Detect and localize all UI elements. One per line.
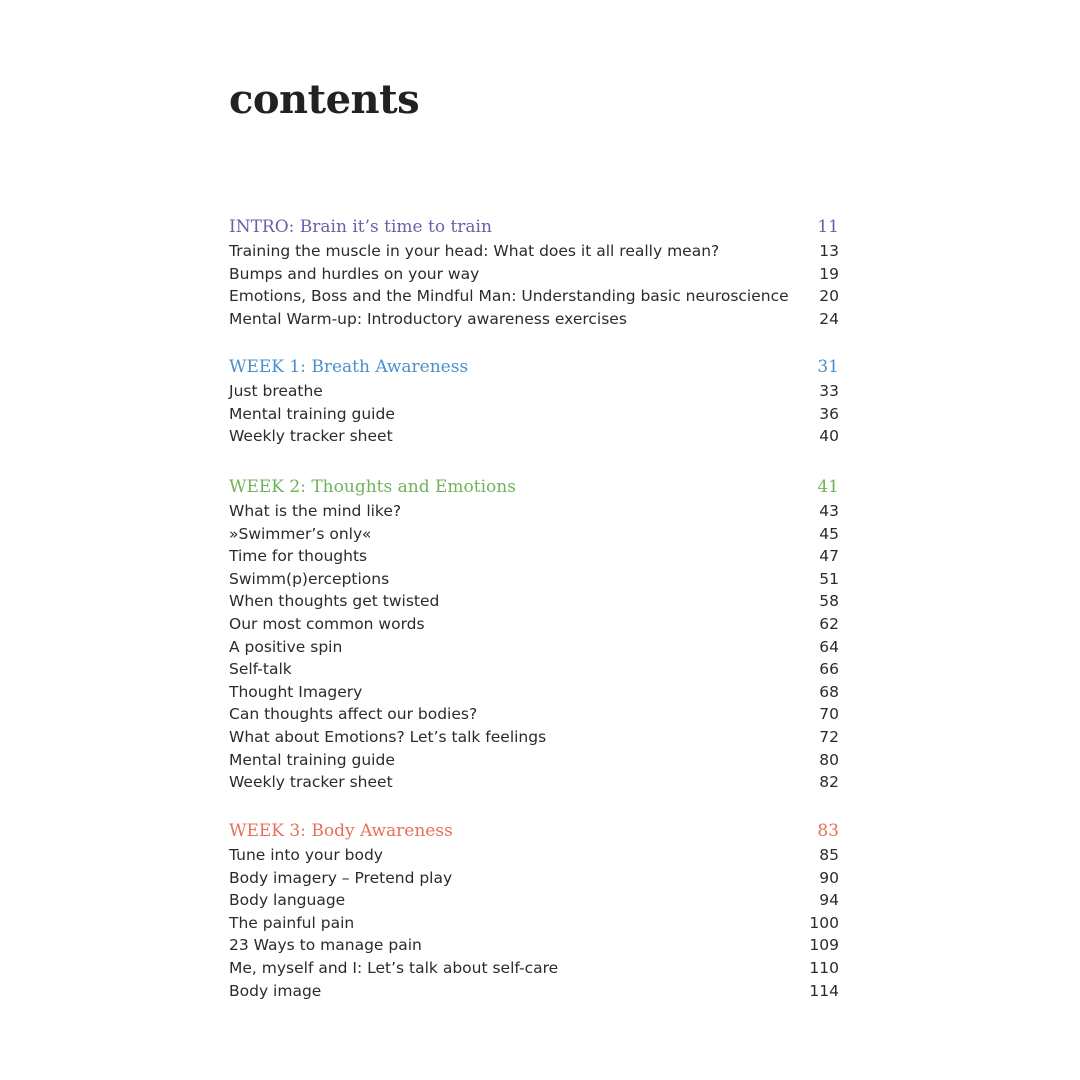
toc-entry-label: Bumps and hurdles on your way [229, 264, 480, 283]
toc-entry-page: 80 [819, 750, 839, 769]
toc-entry[interactable] [229, 703, 839, 726]
toc-entry[interactable] [229, 425, 839, 448]
toc-entry-page: 66 [819, 660, 839, 679]
toc-entry-label: Tune into your body [229, 846, 383, 864]
toc-entry-label: Weekly tracker sheet [229, 773, 393, 792]
toc-entry[interactable] [229, 308, 839, 331]
toc-entry[interactable] [229, 285, 839, 308]
section-heading-label: WEEK 3: Body Awareness [229, 821, 453, 841]
toc-entry[interactable] [229, 240, 839, 263]
toc-entry[interactable] [229, 263, 839, 286]
section-heading-page: 83 [817, 821, 839, 841]
section-heading[interactable] [229, 475, 839, 500]
toc-entry[interactable] [229, 749, 839, 772]
toc-entry[interactable] [229, 844, 839, 867]
toc-entry[interactable] [229, 500, 839, 523]
toc-entry-page: 70 [819, 705, 839, 724]
toc-entry[interactable] [229, 545, 839, 568]
toc-entry-page: 24 [819, 309, 839, 328]
toc-entry[interactable] [229, 403, 839, 426]
toc-entry-label: Mental Warm-up: Introductory awareness exercises [229, 309, 627, 328]
toc-entry[interactable] [229, 771, 839, 794]
section-intro [229, 215, 839, 330]
toc-entry[interactable] [229, 523, 839, 546]
toc-entry-page: 68 [819, 682, 839, 701]
toc-entry-label: Weekly tracker sheet [229, 427, 393, 446]
section-week-2 [229, 475, 839, 794]
section-week-1 [229, 355, 839, 448]
toc-entry-page: 19 [819, 264, 839, 283]
toc-entry-label: What is the mind like? [229, 502, 402, 520]
toc-entry-label: Body language [229, 891, 346, 910]
section-heading[interactable] [229, 819, 839, 844]
toc-entry-page: 43 [819, 502, 839, 520]
toc-entry-label: 23 Ways to manage pain [229, 936, 422, 955]
toc-entry-label: Body imagery – Pretend play [229, 868, 453, 887]
section-heading-page: 41 [817, 477, 839, 497]
section-heading-label: INTRO: Brain it’s time to train [229, 217, 492, 237]
toc-entry-page: 51 [819, 569, 839, 588]
toc-entry-page: 72 [819, 727, 839, 746]
toc-entry-label: Mental training guide [229, 404, 395, 423]
toc-entry[interactable] [229, 636, 839, 659]
toc-entry-page: 85 [819, 846, 839, 864]
toc-entry-page: 20 [819, 287, 839, 306]
toc-entry-label: Body image [229, 981, 322, 1000]
toc-entry[interactable] [229, 889, 839, 912]
toc-entry-label: Emotions, Boss and the Mindful Man: Understanding basic neuroscience [229, 287, 789, 306]
toc-entry-page: 109 [809, 936, 839, 955]
toc-entry[interactable] [229, 912, 839, 935]
section-heading-page: 31 [817, 357, 839, 377]
toc-entry[interactable] [229, 658, 839, 681]
toc-entry-page: 45 [819, 524, 839, 543]
toc-entry[interactable] [229, 726, 839, 749]
toc-entry-label: Thought Imagery [229, 682, 363, 701]
toc-entry[interactable] [229, 681, 839, 704]
toc-entry-label: What about Emotions? Let’s talk feelings [229, 727, 547, 746]
section-heading-label: WEEK 2: Thoughts and Emotions [229, 477, 516, 497]
toc-entry-label: Me, myself and I: Let’s talk about self-care [229, 958, 559, 977]
toc-entry-label: The painful pain [229, 913, 355, 932]
section-heading-label: WEEK 1: Breath Awareness [229, 357, 469, 377]
toc-entry-label: »Swimmer’s only« [229, 524, 372, 543]
section-week-3 [229, 819, 839, 1002]
toc-entry-label: Time for thoughts [229, 547, 368, 566]
toc-entry-page: 114 [809, 981, 839, 1000]
toc-entry[interactable] [229, 380, 839, 403]
toc-entry-page: 13 [819, 242, 839, 260]
section-heading-page: 11 [817, 217, 839, 237]
toc-entry-label: Self-talk [229, 660, 292, 679]
toc-entry-label: Mental training guide [229, 750, 395, 769]
section-heading[interactable] [229, 215, 839, 240]
toc-entry[interactable] [229, 613, 839, 636]
toc-entry-page: 47 [819, 547, 839, 566]
toc-entry-label: Swimm(p)erceptions [229, 569, 390, 588]
toc-entry-page: 33 [819, 382, 839, 400]
toc-entry-page: 40 [819, 427, 839, 446]
toc-entry-label: Can thoughts affect our bodies? [229, 705, 478, 724]
toc-entry-page: 110 [809, 958, 839, 977]
toc-entry[interactable] [229, 867, 839, 890]
toc-entry-page: 62 [819, 614, 839, 633]
toc-entry-page: 82 [819, 773, 839, 792]
toc-entry-label: When thoughts get twisted [229, 592, 440, 611]
toc-entry[interactable] [229, 934, 839, 957]
toc-entry-label: A positive spin [229, 637, 343, 656]
toc-entry-label: Training the muscle in your head: What does it all really mean? [229, 242, 720, 260]
toc-entry[interactable] [229, 957, 839, 980]
page-title: contents [229, 76, 420, 123]
toc-entry[interactable] [229, 980, 839, 1003]
toc-entry[interactable] [229, 568, 839, 591]
toc-entry-page: 100 [809, 913, 839, 932]
toc-entry-label: Just breathe [229, 382, 323, 400]
toc-entry-page: 64 [819, 637, 839, 656]
section-heading[interactable] [229, 355, 839, 380]
toc-entry-page: 58 [819, 592, 839, 611]
toc-entry-page: 90 [819, 868, 839, 887]
toc-entry[interactable] [229, 590, 839, 613]
toc-entry-label: Our most common words [229, 614, 425, 633]
toc-entry-page: 36 [819, 404, 839, 423]
toc-entry-page: 94 [819, 891, 839, 910]
